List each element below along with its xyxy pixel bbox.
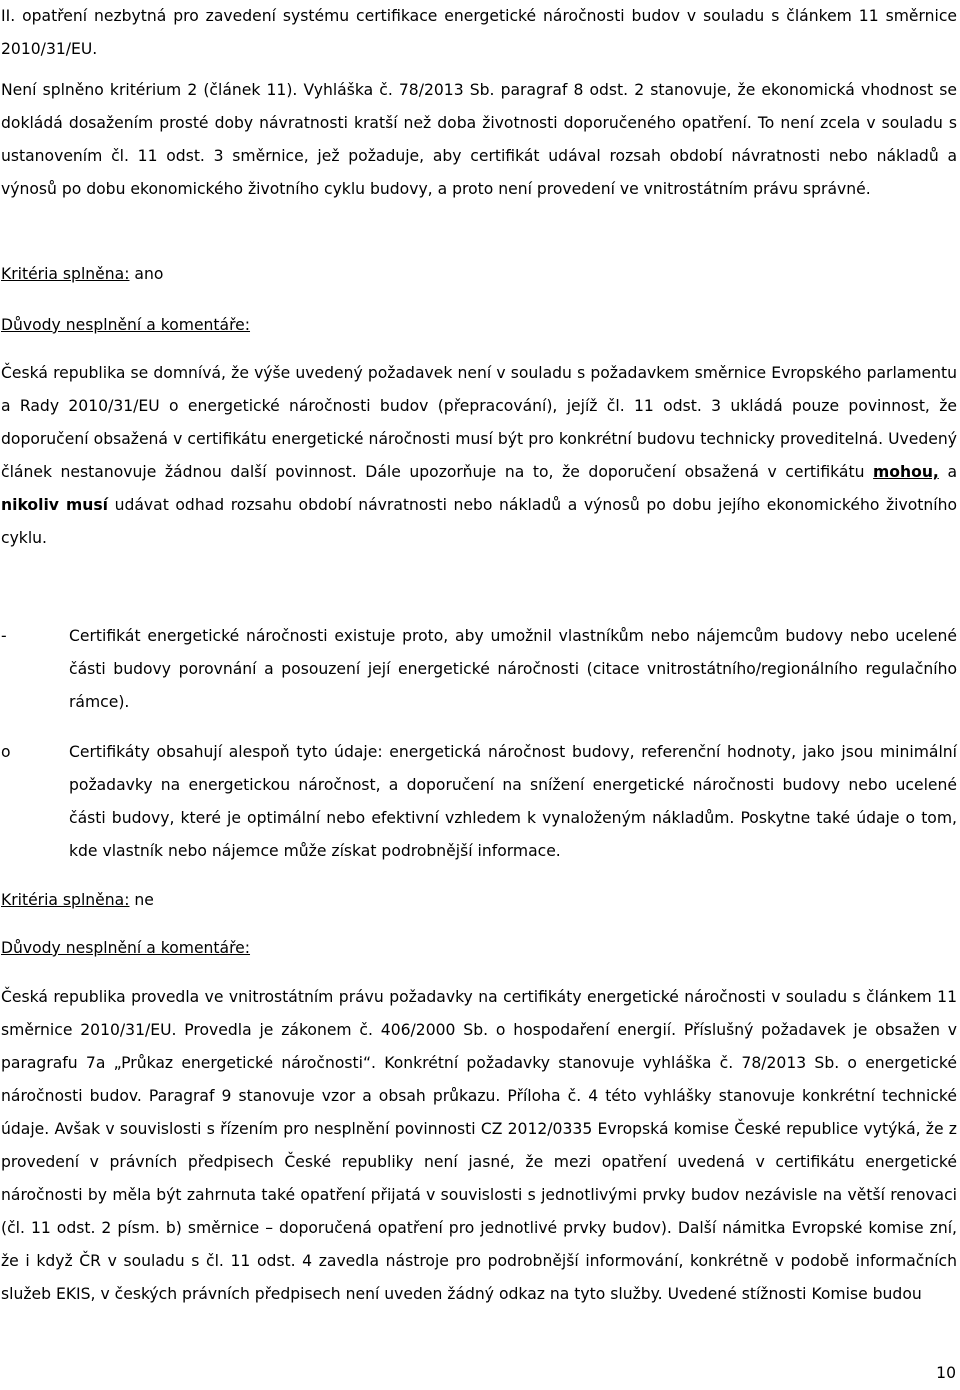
comment-paragraph-2: Česká republika provedla ve vnitrostátním právu požadavky na certifikáty energetické náročnosti v souladu s článkem 11 směrnice 2010/31/EU. Provedla je zákonem č. 406/2000 Sb. o hospodaření energií. Příslušný požadavek je obsažen v paragrafu 7a „Průkaz energetické náročnosti“. Konkrétní požadavky stanovuje vyhláška č. 78/2013 Sb. o energetické náročnosti budov. Paragraf 9 stanovuje vzor a obsah průkazu. Příloha č. 4 této vyhlášky stanovuje konkrétní technické údaje. Avšak v souvislosti s řízením pro nesplnění povinnosti CZ 2012/0335 Evropská komise České republice vytýká, že z provedení v právních předpisech České republiky není jasné, že mezi opatření uvedená v certifikátu energetické náročnosti by měla být zahrnuta také opatření přijatá v souvislosti s jednotlivými prvky budov nezávisle na větší renovaci (čl. 11 odst. 2 písm. b) směrnice – doporučená opatření pro jednotlivé prvky budov). Další námitka Evropské komise zní, že i když ČR v souladu s čl. 11 odst. 4 zavedla nástroje pro podrobnější informování, konkrétně v podobě informačních služeb EKIS, v českých právních předpisech není uveden žádný odkaz na tyto služby. Uvedené stížnosti Komise budou bbox=[1, 988, 957, 1303]
criteria-value: ano bbox=[129, 265, 164, 283]
criteria-label: Kritéria splněna: bbox=[1, 891, 130, 909]
reasons-heading-2 bbox=[1, 932, 957, 965]
section-heading: II. opatření nezbytná pro zavedení systému certifikace energetické náročnosti budov v souladu s článkem 11 směrnice 2010/31/EU. bbox=[1, 7, 957, 58]
comment-text-between: a bbox=[938, 463, 957, 481]
o-list-item: Certifikáty obsahují alespoň tyto údaje: energetická náročnost budovy, referenční hodnoty, jako jsou minimální požadavky na energetickou náročnost, a doporučení na snížení energetické náročnosti budovy nebo ucelené části budovy, které je optimální nebo efektivní vzhledem k vynaloženým nákladům. Poskytne také údaje o tom, kde vlastník nebo nájemce může získat podrobnější informace. bbox=[69, 743, 957, 860]
comment-text-end: udávat odhad rozsahu období návratnosti nebo nákladů a výnosů po dobu jejího ekonomického životního cyklu. bbox=[1, 496, 957, 547]
o-bullet-marker: o bbox=[1, 743, 11, 761]
page-number: 10 bbox=[936, 1364, 956, 1382]
comment-text-start: Česká republika se domnívá, že výše uvedený požadavek není v souladu s požadavkem směrnice Evropského parlamentu a Rady 2010/31/EU o energetické náročnosti budov (přepracování), jejíž čl. 11 odst. 3 ukládá pouze povinnost, že doporučení obsažená v certifikátu energetické náročnosti musí být pro konkrétní budovu technicky proveditelná. Uvedený článek nestanovuje žádnou další povinnost. Dále upozorňuje na to, že doporučení obsažená v certifikátu bbox=[1, 364, 957, 481]
paragraph-criterion-2: Není splněno kritérium 2 (článek 11). Vyhláška č. 78/2013 Sb. paragraf 8 odst. 2 stanovuje, že ekonomická vhodnost se dokládá dosažením prosté doby návratnosti kratší než doba životnosti doporučeného opatření. To není zcela v souladu s ustanovením čl. 11 odst. 3 směrnice, jež požaduje, aby certifikát udával rozsah období návratnosti nebo nákladů a výnosů po dobu ekonomického životního cyklu budovy, a proto není provedení ve vnitrostátním právu správné. bbox=[1, 81, 957, 198]
reasons-label: Důvody nesplnění a komentáře: bbox=[1, 939, 251, 957]
criteria-met-line-2 bbox=[1, 884, 957, 917]
dash-bullet-marker: - bbox=[1, 627, 7, 645]
comment-paragraph-1 bbox=[1, 357, 957, 555]
reasons-label: Důvody nesplnění a komentáře: bbox=[1, 316, 251, 334]
criteria-label: Kritéria splněna: bbox=[1, 265, 130, 283]
criteria-value: ne bbox=[129, 891, 154, 909]
emphasis-mohou: mohou, bbox=[873, 463, 939, 481]
reasons-heading-1 bbox=[1, 309, 957, 342]
criteria-met-line-1 bbox=[1, 258, 957, 291]
dash-list-item: Certifikát energetické náročnosti existuje proto, aby umožnil vlastníkům nebo nájemcům budovy nebo ucelené části budovy porovnání a posouzení její energetické náročnosti (citace vnitrostátního/regionálního regulačního rámce). bbox=[69, 627, 957, 711]
emphasis-nikoliv-musi: nikoliv musí bbox=[1, 496, 108, 514]
